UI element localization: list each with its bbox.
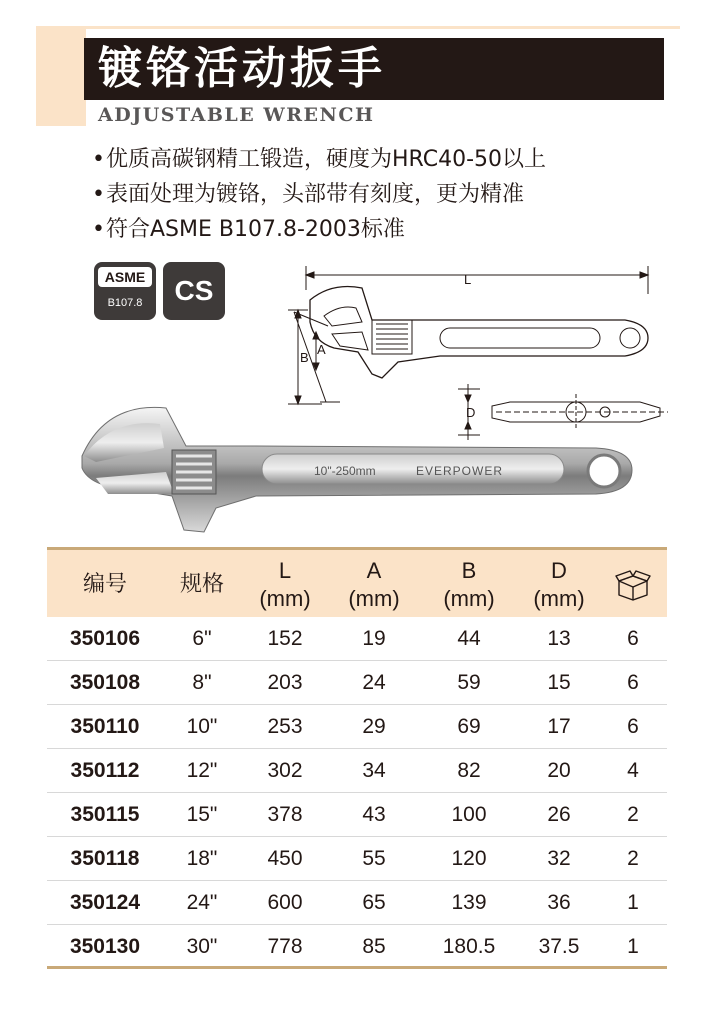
cell-spec: 12" xyxy=(186,759,218,782)
cell-d: 37.5 xyxy=(538,935,580,958)
cell-d: 32 xyxy=(547,847,571,870)
engraving-brand: EVERPOWER xyxy=(416,464,504,478)
cell-qty: 6 xyxy=(627,671,639,694)
table-row xyxy=(47,881,667,925)
cell-d: 36 xyxy=(547,891,571,914)
header-spec xyxy=(163,550,241,620)
asme-badge xyxy=(94,262,156,320)
cell-code: 350115 xyxy=(70,803,140,826)
table-row xyxy=(47,749,667,793)
feature-text: 优质高碳钢精工锻造，硬度为HRC40-50以上 xyxy=(106,147,547,172)
cell-code: 350112 xyxy=(70,759,140,782)
feature-item: •表面处理为镀铬，头部带有刻度，更为精准 xyxy=(92,182,525,207)
cell-qty: 1 xyxy=(627,891,639,914)
wrench-product-photo xyxy=(76,398,636,538)
header-b-unit: (mm) xyxy=(443,586,495,611)
cell-l: 778 xyxy=(267,935,303,958)
cell-spec: 6" xyxy=(192,627,212,650)
cell-d: 15 xyxy=(547,671,571,694)
cell-spec: 8" xyxy=(192,671,212,694)
engraving-size: 10"-250mm xyxy=(314,464,376,478)
cell-l: 600 xyxy=(267,891,303,914)
cell-a: 43 xyxy=(362,803,386,826)
feature-text: 符合ASME B107.8-2003标准 xyxy=(106,217,405,242)
header-b-label: B xyxy=(461,558,477,583)
asme-badge-label: ASME xyxy=(98,267,152,287)
header-a xyxy=(329,550,419,620)
header-a-unit: (mm) xyxy=(348,586,400,611)
cell-b: 44 xyxy=(457,627,481,650)
cell-spec: 24" xyxy=(186,891,218,914)
dimension-label-l: L xyxy=(464,272,472,287)
header-d xyxy=(519,550,599,620)
header-d-label: D xyxy=(551,558,567,583)
dimension-label-a: A xyxy=(317,342,326,357)
cell-l: 253 xyxy=(267,715,303,738)
header-code-label: 编号 xyxy=(82,572,127,597)
cell-qty: 4 xyxy=(627,759,639,782)
cell-d: 26 xyxy=(547,803,571,826)
header-a-label: A xyxy=(366,558,382,583)
table-row xyxy=(47,705,667,749)
cell-qty: 2 xyxy=(627,847,639,870)
header-d-unit: (mm) xyxy=(533,586,585,611)
cell-code: 350124 xyxy=(69,891,141,914)
cell-code: 350118 xyxy=(70,847,140,870)
cell-l: 152 xyxy=(267,627,303,650)
cell-l: 203 xyxy=(267,671,303,694)
header-l-unit: (mm) xyxy=(259,586,311,611)
spec-table xyxy=(47,547,667,969)
cell-a: 19 xyxy=(362,627,386,650)
table-header xyxy=(47,547,667,617)
cell-d: 13 xyxy=(547,627,571,650)
table-row xyxy=(47,793,667,837)
feature-list xyxy=(92,142,546,247)
asme-badge-standard: B107.8 xyxy=(107,297,143,309)
cell-a: 34 xyxy=(362,759,386,782)
cell-code: 350106 xyxy=(69,627,141,650)
cell-qty: 2 xyxy=(627,803,639,826)
cell-qty: 6 xyxy=(627,715,639,738)
cell-b: 180.5 xyxy=(442,935,496,958)
feature-item: •符合ASME B107.8-2003标准 xyxy=(92,217,405,242)
cell-a: 85 xyxy=(362,935,386,958)
cell-spec: 18" xyxy=(186,847,218,870)
cell-b: 69 xyxy=(457,715,481,738)
table-body xyxy=(47,617,667,969)
cell-b: 82 xyxy=(457,759,481,782)
cell-d: 20 xyxy=(547,759,571,782)
cell-b: 100 xyxy=(451,803,487,826)
page-title: 镀铬活动扳手 xyxy=(98,43,386,94)
cell-a: 55 xyxy=(362,847,386,870)
feature-text: 表面处理为镀铬，头部带有刻度，更为精准 xyxy=(106,182,525,207)
cell-qty: 1 xyxy=(627,935,639,958)
cell-l: 450 xyxy=(267,847,303,870)
cell-code: 350108 xyxy=(69,671,141,694)
cs-badge: CS xyxy=(163,262,225,320)
cell-l: 302 xyxy=(267,759,303,782)
header-code xyxy=(47,550,163,620)
table-row xyxy=(47,925,667,969)
cell-a: 65 xyxy=(362,891,386,914)
cell-qty: 6 xyxy=(627,627,639,650)
cell-b: 120 xyxy=(451,847,487,870)
cell-code: 350130 xyxy=(69,935,141,958)
header-accent-block xyxy=(36,26,86,126)
dimension-label-b: B xyxy=(300,350,309,365)
cell-b: 139 xyxy=(451,891,487,914)
table-row xyxy=(47,617,667,661)
cell-l: 378 xyxy=(267,803,303,826)
table-row xyxy=(47,837,667,881)
cell-code: 350110 xyxy=(70,715,140,738)
cell-spec: 10" xyxy=(186,715,218,738)
cell-b: 59 xyxy=(457,671,481,694)
header-accent-line xyxy=(36,26,680,29)
cell-a: 29 xyxy=(362,715,386,738)
table-row xyxy=(47,661,667,705)
cell-spec: 30" xyxy=(186,935,218,958)
header-l xyxy=(241,550,329,620)
cell-d: 17 xyxy=(547,715,571,738)
dimension-label-d: D xyxy=(466,405,476,420)
header-l-label: L xyxy=(278,558,292,583)
header-b xyxy=(419,550,519,620)
header-qty xyxy=(599,550,667,620)
cell-a: 24 xyxy=(362,671,386,694)
page-subtitle: ADJUSTABLE WRENCH xyxy=(98,104,375,126)
cell-spec: 15" xyxy=(186,803,218,826)
feature-item: •优质高碳钢精工锻造，硬度为HRC40-50以上 xyxy=(92,147,547,172)
box-icon xyxy=(615,569,651,601)
header-spec-label: 规格 xyxy=(179,572,224,597)
